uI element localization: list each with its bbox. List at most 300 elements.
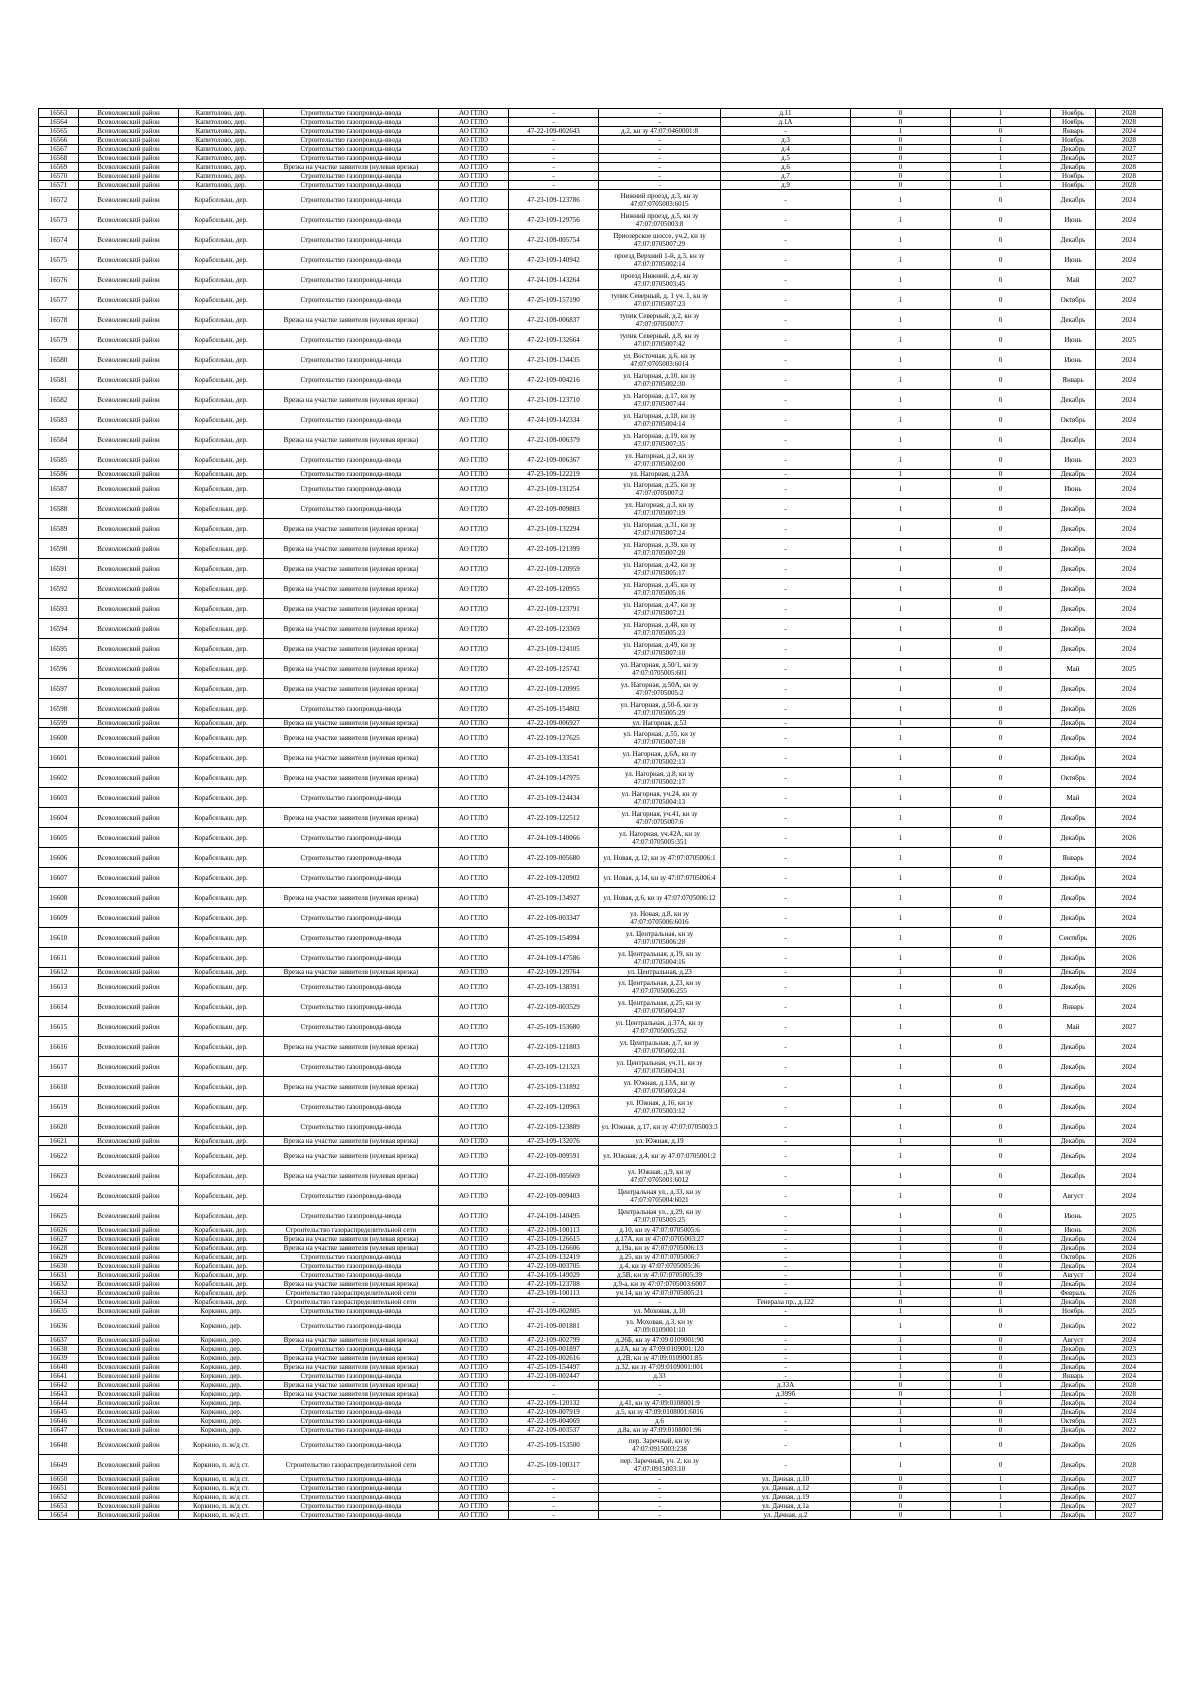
work-type-cell: Врезка на участке заявителя (нулевая врезка) <box>264 679 439 699</box>
organization-cell: АО ГГЛО <box>439 1057 509 1077</box>
applicant-address-cell: ул. Нагорная, д.10, кн зу 47:07:0705002:30 <box>599 370 721 390</box>
contract-number-cell: 47-22-109-002643 <box>509 127 599 136</box>
organization-cell: АО ГГЛО <box>439 639 509 659</box>
organization-cell: АО ГГЛО <box>439 868 509 888</box>
year-cell: 2024 <box>1096 350 1163 370</box>
quantity-1-cell: 1 <box>851 1426 951 1435</box>
month-cell: Ноябрь <box>1051 118 1096 127</box>
row-number: 16643 <box>39 1390 79 1399</box>
row-number: 16587 <box>39 479 79 499</box>
quantity-2-cell: 0 <box>951 1354 1051 1363</box>
work-type-cell: Строительство газопровода-ввода <box>264 109 439 118</box>
organization-cell: АО ГГЛО <box>439 1493 509 1502</box>
quantity-2-cell: 0 <box>951 719 1051 728</box>
settlement-cell: Коркино, дер. <box>179 1345 264 1354</box>
district-cell: Всеволожский район <box>79 699 179 719</box>
year-cell: 2024 <box>1096 1077 1163 1097</box>
settlement-cell: Корабсельки, дер. <box>179 230 264 250</box>
organization-cell: АО ГГЛО <box>439 997 509 1017</box>
work-type-cell: Строительство газораспределительной сети <box>264 1455 439 1475</box>
district-cell: Всеволожский район <box>79 118 179 127</box>
row-number: 16569 <box>39 163 79 172</box>
quantity-1-cell: 1 <box>851 848 951 868</box>
object-address-cell: - <box>721 1253 851 1262</box>
year-cell: 2024 <box>1096 808 1163 828</box>
row-number: 16620 <box>39 1117 79 1137</box>
settlement-cell: Корабсельки, дер. <box>179 1186 264 1206</box>
object-address-cell: - <box>721 1408 851 1417</box>
applicant-address-cell: - <box>599 163 721 172</box>
work-type-cell: Врезка на участке заявителя (нулевая врезка) <box>264 1235 439 1244</box>
table-row <box>39 310 1163 330</box>
quantity-1-cell: 0 <box>851 1502 951 1511</box>
year-cell: 2026 <box>1096 699 1163 719</box>
month-cell: Декабрь <box>1051 190 1096 210</box>
work-type-cell: Врезка на участке заявителя (нулевая врезка) <box>264 639 439 659</box>
quantity-1-cell: 0 <box>851 1511 951 1520</box>
quantity-2-cell: 0 <box>951 350 1051 370</box>
object-address-cell: - <box>721 868 851 888</box>
settlement-cell: Коркино, дер. <box>179 1426 264 1435</box>
settlement-cell: Корабсельки, дер. <box>179 430 264 450</box>
month-cell: Декабрь <box>1051 154 1096 163</box>
applicant-address-cell: ул. Южная, д.17, кн зу 47:07:0705003:3 <box>599 1117 721 1137</box>
organization-cell: АО ГГЛО <box>439 479 509 499</box>
district-cell: Всеволожский район <box>79 1372 179 1381</box>
work-type-cell: Строительство газопровода-ввода <box>264 118 439 127</box>
year-cell: 2026 <box>1096 1226 1163 1235</box>
settlement-cell: Корабсельки, дер. <box>179 1037 264 1057</box>
row-number: 16614 <box>39 997 79 1017</box>
month-cell: Декабрь <box>1051 1244 1096 1253</box>
applicant-address-cell: ул. Нагорная, уч.42А, кн зу 47:07:0705005:351 <box>599 828 721 848</box>
year-cell: 2024 <box>1096 848 1163 868</box>
contract-number-cell: 47-22-109-127625 <box>509 728 599 748</box>
quantity-1-cell: 1 <box>851 679 951 699</box>
table-row <box>39 1336 1163 1345</box>
object-address-cell: - <box>721 1186 851 1206</box>
year-cell: 2024 <box>1096 559 1163 579</box>
quantity-2-cell: 1 <box>951 1484 1051 1493</box>
quantity-1-cell: 1 <box>851 1316 951 1336</box>
month-cell: Декабрь <box>1051 639 1096 659</box>
applicant-address-cell: Приозерское шоссе, уч.2, кн зу 47:07:0705007:29 <box>599 230 721 250</box>
district-cell: Всеволожский район <box>79 828 179 848</box>
organization-cell: АО ГГЛО <box>439 1166 509 1186</box>
quantity-1-cell: 1 <box>851 1235 951 1244</box>
quantity-1-cell: 1 <box>851 599 951 619</box>
contract-number-cell: 47-22-109-004069 <box>509 1417 599 1426</box>
quantity-2-cell: 0 <box>951 1271 1051 1280</box>
applicant-address-cell: д.32, кн зу 47:09:0109001:001 <box>599 1363 721 1372</box>
settlement-cell: Корабсельки, дер. <box>179 888 264 908</box>
quantity-2-cell: 0 <box>951 190 1051 210</box>
row-number: 16589 <box>39 519 79 539</box>
quantity-2-cell: 1 <box>951 1502 1051 1511</box>
organization-cell: АО ГГЛО <box>439 1417 509 1426</box>
quantity-1-cell: 1 <box>851 270 951 290</box>
object-address-cell: - <box>721 1117 851 1137</box>
month-cell: Декабрь <box>1051 1354 1096 1363</box>
applicant-address-cell: тупик Северный, д.2, кн зу 47:07:0705007:7 <box>599 310 721 330</box>
work-type-cell: Врезка на участке заявителя (нулевая врезка) <box>264 808 439 828</box>
work-type-cell: Строительство газопровода-ввода <box>264 470 439 479</box>
quantity-2-cell: 1 <box>951 1390 1051 1399</box>
district-cell: Всеволожский район <box>79 1336 179 1345</box>
row-number: 16619 <box>39 1097 79 1117</box>
year-cell: 2024 <box>1096 190 1163 210</box>
work-type-cell: Строительство газораспределительной сети <box>264 1298 439 1307</box>
month-cell: Декабрь <box>1051 1097 1096 1117</box>
settlement-cell: Капитолово, дер. <box>179 109 264 118</box>
district-cell: Всеволожский район <box>79 1484 179 1493</box>
work-type-cell: Врезка на участке заявителя (нулевая врезка) <box>264 1166 439 1186</box>
applicant-address-cell: ул. Нагорная, д.17, кн зу 47:07:0705007:44 <box>599 390 721 410</box>
table-row <box>39 1077 1163 1097</box>
district-cell: Всеволожский район <box>79 1137 179 1146</box>
quantity-1-cell: 1 <box>851 639 951 659</box>
district-cell: Всеволожский район <box>79 1435 179 1455</box>
work-type-cell: Строительство газопровода-ввода <box>264 1017 439 1037</box>
contract-number-cell: 47-23-109-124105 <box>509 639 599 659</box>
year-cell: 2024 <box>1096 1117 1163 1137</box>
work-type-cell: Строительство газопровода-ввода <box>264 290 439 310</box>
quantity-2-cell: 0 <box>951 1077 1051 1097</box>
month-cell: Ноябрь <box>1051 1307 1096 1316</box>
work-type-cell: Строительство газопровода-ввода <box>264 1271 439 1280</box>
quantity-2-cell: 0 <box>951 828 1051 848</box>
object-address-cell: - <box>721 1399 851 1408</box>
work-type-cell: Врезка на участке заявителя (нулевая врезка) <box>264 1336 439 1345</box>
applicant-address-cell: ул. Центральная, уч.11, кн зу 47:07:0705004:31 <box>599 1057 721 1077</box>
settlement-cell: Корабсельки, дер. <box>179 370 264 390</box>
work-type-cell: Строительство газопровода-ввода <box>264 499 439 519</box>
table-row <box>39 1390 1163 1399</box>
work-type-cell: Строительство газопровода-ввода <box>264 1307 439 1316</box>
quantity-1-cell: 0 <box>851 154 951 163</box>
district-cell: Всеволожский район <box>79 1206 179 1226</box>
table-row <box>39 997 1163 1017</box>
work-type-cell: Строительство газопровода-ввода <box>264 154 439 163</box>
row-number: 16593 <box>39 599 79 619</box>
quantity-2-cell: 0 <box>951 1166 1051 1186</box>
district-cell: Всеволожский район <box>79 519 179 539</box>
quantity-1-cell: 1 <box>851 390 951 410</box>
month-cell: Январь <box>1051 997 1096 1017</box>
row-number: 16578 <box>39 310 79 330</box>
quantity-1-cell: 0 <box>851 1381 951 1390</box>
quantity-1-cell: 1 <box>851 1372 951 1381</box>
organization-cell: АО ГГЛО <box>439 828 509 848</box>
contract-number-cell: 47-22-109-123791 <box>509 599 599 619</box>
contract-number-cell: 47-22-109-006927 <box>509 719 599 728</box>
contract-number-cell: 47-24-109-147586 <box>509 948 599 968</box>
month-cell: Декабрь <box>1051 1262 1096 1271</box>
work-type-cell: Строительство газопровода-ввода <box>264 1316 439 1336</box>
quantity-1-cell: 1 <box>851 699 951 719</box>
year-cell: 2024 <box>1096 1137 1163 1146</box>
quantity-1-cell: 0 <box>851 1475 951 1484</box>
settlement-cell: Корабсельки, дер. <box>179 928 264 948</box>
applicant-address-cell: ул. Нагорная, д.53 <box>599 719 721 728</box>
quantity-2-cell: 0 <box>951 519 1051 539</box>
table-row <box>39 1435 1163 1455</box>
applicant-address-cell: Центральная ул., д.29, кн зу 47:07:0705005:25 <box>599 1206 721 1226</box>
settlement-cell: Корабсельки, дер. <box>179 1146 264 1166</box>
organization-cell: АО ГГЛО <box>439 145 509 154</box>
table-row <box>39 888 1163 908</box>
organization-cell: АО ГГЛО <box>439 1206 509 1226</box>
contract-number-cell: 47-22-109-007919 <box>509 1408 599 1417</box>
month-cell: Декабрь <box>1051 1298 1096 1307</box>
contract-number-cell: 47-22-109-003347 <box>509 908 599 928</box>
work-type-cell: Строительство газопровода-ввода <box>264 1511 439 1520</box>
settlement-cell: Коркино, дер. <box>179 1307 264 1316</box>
settlement-cell: Корабсельки, дер. <box>179 1017 264 1037</box>
work-type-cell: Строительство газопровода-ввода <box>264 1253 439 1262</box>
row-number: 16588 <box>39 499 79 519</box>
district-cell: Всеволожский район <box>79 639 179 659</box>
work-type-cell: Строительство газопровода-ввода <box>264 699 439 719</box>
contract-number-cell: 47-25-109-100317 <box>509 1455 599 1475</box>
contract-number-cell: 47-22-109-009883 <box>509 499 599 519</box>
table-row <box>39 370 1163 390</box>
quantity-2-cell: 0 <box>951 310 1051 330</box>
district-cell: Всеволожский район <box>79 888 179 908</box>
contract-number-cell: 47-22-109-009591 <box>509 1146 599 1166</box>
quantity-2-cell: 0 <box>951 390 1051 410</box>
quantity-1-cell: 1 <box>851 330 951 350</box>
work-type-cell: Врезка на участке заявителя (нулевая врезка) <box>264 968 439 977</box>
row-number: 16565 <box>39 127 79 136</box>
organization-cell: АО ГГЛО <box>439 519 509 539</box>
district-cell: Всеволожский район <box>79 1381 179 1390</box>
settlement-cell: Коркино, дер. <box>179 1372 264 1381</box>
object-address-cell: Генерала пр., д.122 <box>721 1298 851 1307</box>
contract-number-cell: - <box>509 1493 599 1502</box>
month-cell: Май <box>1051 1017 1096 1037</box>
year-cell: 2026 <box>1096 1435 1163 1455</box>
quantity-2-cell: 0 <box>951 728 1051 748</box>
district-cell: Всеволожский район <box>79 719 179 728</box>
district-cell: Всеволожский район <box>79 1455 179 1475</box>
organization-cell: АО ГГЛО <box>439 230 509 250</box>
quantity-2-cell: 0 <box>951 1146 1051 1166</box>
quantity-1-cell: 1 <box>851 828 951 848</box>
district-cell: Всеволожский район <box>79 450 179 470</box>
object-address-cell: - <box>721 1137 851 1146</box>
organization-cell: АО ГГЛО <box>439 1502 509 1511</box>
table-row <box>39 210 1163 230</box>
settlement-cell: Корабсельки, дер. <box>179 619 264 639</box>
month-cell: Декабрь <box>1051 1137 1096 1146</box>
row-number: 16648 <box>39 1435 79 1455</box>
object-address-cell: - <box>721 450 851 470</box>
table-row <box>39 1226 1163 1235</box>
organization-cell: АО ГГЛО <box>439 1345 509 1354</box>
table-row <box>39 430 1163 450</box>
work-type-cell: Врезка на участке заявителя (нулевая врезка) <box>264 579 439 599</box>
quantity-2-cell: 0 <box>951 679 1051 699</box>
quantity-1-cell: 1 <box>851 948 951 968</box>
applicant-address-cell: д.41, кн зу 47:09:0108001:9 <box>599 1399 721 1408</box>
district-cell: Всеволожский район <box>79 908 179 928</box>
table-row <box>39 1307 1163 1316</box>
table-row <box>39 1235 1163 1244</box>
quantity-2-cell: 0 <box>951 230 1051 250</box>
organization-cell: АО ГГЛО <box>439 1316 509 1336</box>
district-cell: Всеволожский район <box>79 1253 179 1262</box>
applicant-address-cell: - <box>599 145 721 154</box>
table-row <box>39 118 1163 127</box>
year-cell: 2024 <box>1096 310 1163 330</box>
quantity-1-cell: 1 <box>851 450 951 470</box>
district-cell: Всеволожский район <box>79 350 179 370</box>
organization-cell: АО ГГЛО <box>439 788 509 808</box>
settlement-cell: Корабсельки, дер. <box>179 250 264 270</box>
work-type-cell: Строительство газопровода-ввода <box>264 1417 439 1426</box>
settlement-cell: Корабсельки, дер. <box>179 1262 264 1271</box>
table-row <box>39 499 1163 519</box>
contract-number-cell: - <box>509 118 599 127</box>
month-cell: Июнь <box>1051 330 1096 350</box>
table-row <box>39 728 1163 748</box>
contract-number-cell: - <box>509 1475 599 1484</box>
organization-cell: АО ГГЛО <box>439 1077 509 1097</box>
table-row <box>39 848 1163 868</box>
month-cell: Октябрь <box>1051 410 1096 430</box>
applicant-address-cell: ул. Южная, д.13А, кн зу 47:07:0705003:24 <box>599 1077 721 1097</box>
month-cell: Декабрь <box>1051 748 1096 768</box>
settlement-cell: Корабсельки, дер. <box>179 410 264 430</box>
year-cell: 2028 <box>1096 1455 1163 1475</box>
settlement-cell: Корабсельки, дер. <box>179 1271 264 1280</box>
quantity-2-cell: 0 <box>951 1057 1051 1077</box>
object-address-cell: - <box>721 270 851 290</box>
settlement-cell: Корабсельки, дер. <box>179 1226 264 1235</box>
organization-cell: АО ГГЛО <box>439 1399 509 1408</box>
year-cell: 2024 <box>1096 888 1163 908</box>
object-address-cell: - <box>721 808 851 828</box>
quantity-1-cell: 1 <box>851 1289 951 1298</box>
organization-cell: АО ГГЛО <box>439 1253 509 1262</box>
year-cell: 2023 <box>1096 1417 1163 1426</box>
month-cell: Январь <box>1051 370 1096 390</box>
settlement-cell: Корабсельки, дер. <box>179 599 264 619</box>
table-row <box>39 1502 1163 1511</box>
district-cell: Всеволожский район <box>79 679 179 699</box>
organization-cell: АО ГГЛО <box>439 1037 509 1057</box>
month-cell: Июнь <box>1051 1206 1096 1226</box>
district-cell: Всеволожский район <box>79 1235 179 1244</box>
work-type-cell: Строительство газопровода-ввода <box>264 1435 439 1455</box>
quantity-2-cell: 0 <box>951 1426 1051 1435</box>
organization-cell: АО ГГЛО <box>439 450 509 470</box>
table-row <box>39 948 1163 968</box>
district-cell: Всеволожский район <box>79 619 179 639</box>
contract-number-cell: 47-23-109-126615 <box>509 1235 599 1244</box>
work-type-cell: Строительство газопровода-ввода <box>264 136 439 145</box>
quantity-2-cell: 0 <box>951 499 1051 519</box>
applicant-address-cell: ул. Нагорная, д.2, кн зу 47:07:0705002:00 <box>599 450 721 470</box>
quantity-2-cell: 0 <box>951 788 1051 808</box>
table-row <box>39 788 1163 808</box>
contract-number-cell: 47-22-109-123788 <box>509 1280 599 1289</box>
work-type-cell: Врезка на участке заявителя (нулевая врезка) <box>264 539 439 559</box>
work-type-cell: Строительство газопровода-ввода <box>264 928 439 948</box>
year-cell: 2025 <box>1096 1206 1163 1226</box>
row-number: 16654 <box>39 1511 79 1520</box>
row-number: 16608 <box>39 888 79 908</box>
row-number: 16640 <box>39 1363 79 1372</box>
quantity-2-cell: 1 <box>951 109 1051 118</box>
quantity-2-cell: 0 <box>951 1289 1051 1298</box>
row-number: 16600 <box>39 728 79 748</box>
year-cell: 2023 <box>1096 1354 1163 1363</box>
quantity-1-cell: 1 <box>851 888 951 908</box>
month-cell: Декабрь <box>1051 1381 1096 1390</box>
year-cell: 2028 <box>1096 181 1163 190</box>
contract-number-cell: 47-22-109-132664 <box>509 330 599 350</box>
organization-cell: АО ГГЛО <box>439 1262 509 1271</box>
month-cell: Декабрь <box>1051 1363 1096 1372</box>
quantity-1-cell: 1 <box>851 539 951 559</box>
work-type-cell: Строительство газопровода-ввода <box>264 1206 439 1226</box>
table-row <box>39 1316 1163 1336</box>
object-address-cell: - <box>721 499 851 519</box>
quantity-1-cell: 0 <box>851 145 951 154</box>
contract-number-cell: 47-22-109-003537 <box>509 1426 599 1435</box>
organization-cell: АО ГГЛО <box>439 977 509 997</box>
object-address-cell: - <box>721 968 851 977</box>
district-cell: Всеволожский район <box>79 1097 179 1117</box>
contract-number-cell: 47-24-109-147975 <box>509 768 599 788</box>
table-row <box>39 1484 1163 1493</box>
applicant-address-cell: ул. Моховая, д.10 <box>599 1307 721 1316</box>
district-cell: Всеволожский район <box>79 1426 179 1435</box>
work-type-cell: Строительство газопровода-ввода <box>264 1117 439 1137</box>
settlement-cell: Корабсельки, дер. <box>179 948 264 968</box>
work-type-cell: Врезка на участке заявителя (нулевая врезка) <box>264 1363 439 1372</box>
table-row <box>39 1417 1163 1426</box>
month-cell: Август <box>1051 1271 1096 1280</box>
work-type-cell: Строительство газопровода-ввода <box>264 1502 439 1511</box>
year-cell: 2024 <box>1096 1271 1163 1280</box>
work-type-cell: Строительство газопровода-ввода <box>264 1372 439 1381</box>
quantity-1-cell: 1 <box>851 127 951 136</box>
month-cell: Декабрь <box>1051 1146 1096 1166</box>
applicant-address-cell: ул. Южная, д.9, кн зу 47:07:0705001:6012 <box>599 1166 721 1186</box>
year-cell: 2024 <box>1096 1363 1163 1372</box>
table-row <box>39 1057 1163 1077</box>
row-number: 16590 <box>39 539 79 559</box>
contract-number-cell: 47-22-109-005680 <box>509 848 599 868</box>
contract-number-cell: 47-23-109-123710 <box>509 390 599 410</box>
settlement-cell: Корабсельки, дер. <box>179 390 264 410</box>
district-cell: Всеволожский район <box>79 470 179 479</box>
district-cell: Всеволожский район <box>79 1146 179 1166</box>
year-cell: 2024 <box>1096 619 1163 639</box>
month-cell: Декабрь <box>1051 1399 1096 1408</box>
month-cell: Декабрь <box>1051 499 1096 519</box>
row-number: 16563 <box>39 109 79 118</box>
year-cell: 2024 <box>1096 499 1163 519</box>
table-row <box>39 719 1163 728</box>
quantity-1-cell: 0 <box>851 109 951 118</box>
contract-number-cell: 47-22-109-123889 <box>509 1117 599 1137</box>
settlement-cell: Корабсельки, дер. <box>179 997 264 1017</box>
settlement-cell: Коркино, дер. <box>179 1316 264 1336</box>
